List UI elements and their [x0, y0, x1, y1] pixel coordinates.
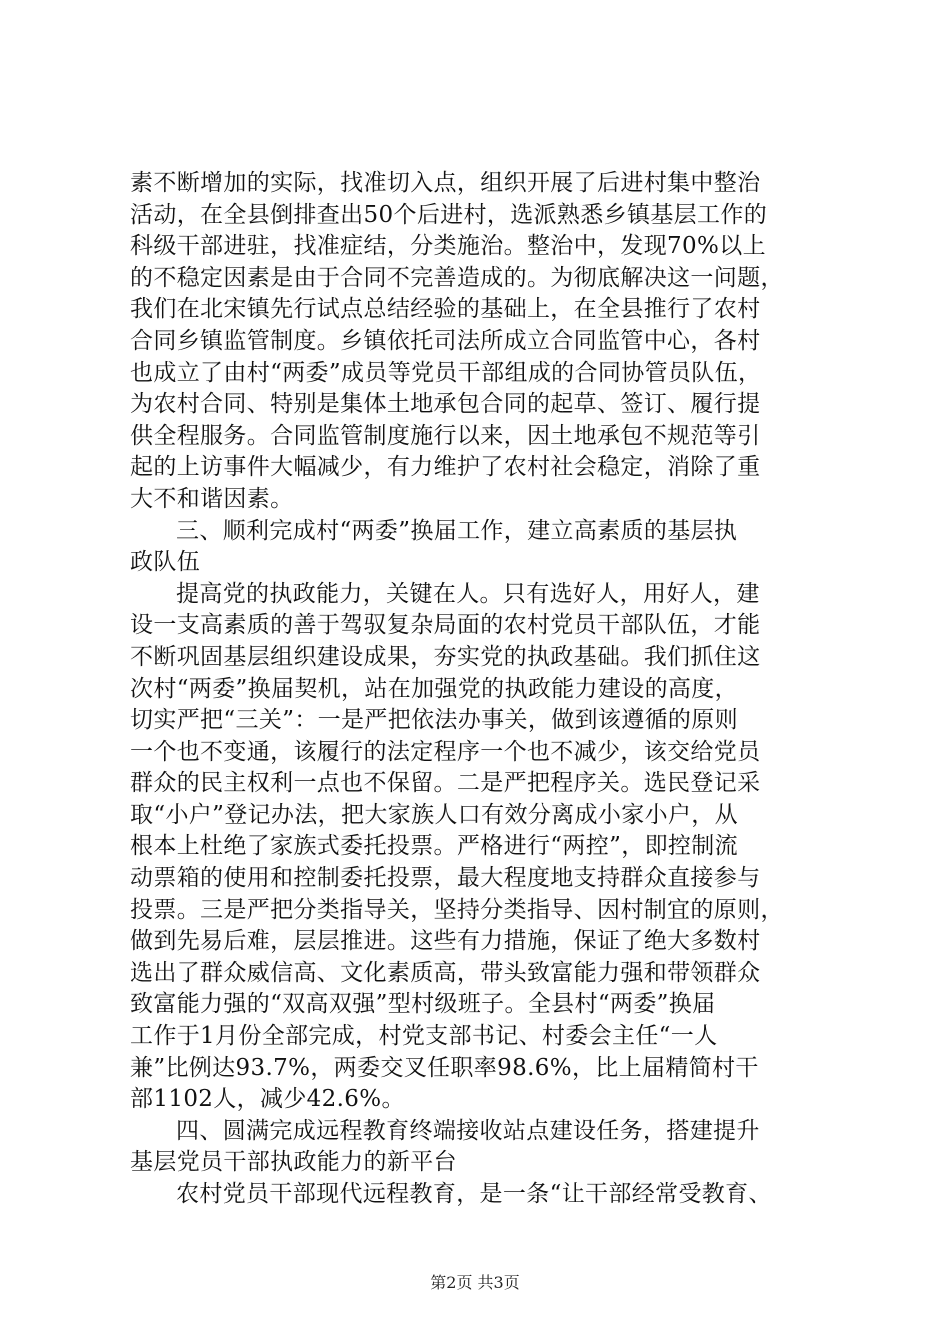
section-heading: 三、顺利完成村“两委”换届工作，建立高素质的基层执: [176, 517, 738, 544]
paragraph-start: 农村党员干部现代远程教育，是一条“让干部经常受教育、: [176, 1181, 772, 1207]
text-line: 投票。三是严把分类指导关，坚持分类指导、因村制宜的原则，: [130, 896, 784, 923]
page-footer: [0, 1273, 950, 1293]
section-heading-continued: 政队伍: [130, 549, 201, 576]
text-line: 素不断增加的实际，找准切入点，组织开展了后进村集中整治: [130, 170, 761, 196]
text-line: 起的上访事件大幅减少，有力维护了农村社会稳定，消除了重: [130, 454, 761, 481]
text-line: 部1102人，减少42.6%。: [130, 1086, 405, 1113]
text-line: 致富能力强的“双高双强”型村级班子。全县村“两委”换届: [130, 991, 716, 1018]
text-line: 设一支高素质的善于驾驭复杂局面的农村党员干部队伍，才能: [130, 612, 761, 639]
section-heading-continued: 基层党员干部执政能力的新平台: [130, 1149, 457, 1176]
section-heading: 四、圆满完成远程教育终端接收站点建设任务，搭建提升: [176, 1117, 760, 1144]
text-line: 的不稳定因素是由于合同不完善造成的。为彻底解决这一问题，: [130, 264, 784, 291]
text-line: 供全程服务。合同监管制度施行以来，因土地承包不规范等引: [130, 422, 761, 449]
text-line: 我们在北宋镇先行试点总结经验的基础上，在全县推行了农村: [130, 296, 761, 323]
text-line: 切实严把“三关”：一是严把依法办事关，做到该遵循的原则: [130, 707, 738, 734]
text-line: 也成立了由村“两委”成员等党员干部组成的合同协管员队伍，: [130, 359, 762, 386]
text-line: 次村“两委”换届契机，站在加强党的执政能力建设的高度，: [130, 675, 738, 702]
text-line: 科级干部进驻，找准症结，分类施治。整治中，发现70%以上: [130, 233, 766, 260]
paragraph-start: 提高党的执政能力，关键在人。只有选好人，用好人，建: [176, 580, 760, 607]
body-text: [130, 168, 830, 1211]
text-line: 活动，在全县倒排查出50个后进村，选派熟悉乡镇基层工作的: [130, 201, 768, 228]
text-line: 大不和谐因素。: [130, 485, 294, 512]
text-line: 工作于1月份全部完成，村党支部书记、村委会主任“一人: [130, 1023, 718, 1050]
text-line: 群众的民主权利一点也不保留。二是严把程序关。选民登记采: [130, 770, 761, 797]
text-line: 选出了群众威信高、文化素质高，带头致富能力强和带领群众: [130, 959, 761, 986]
text-line: 合同乡镇监管制度。乡镇依托司法所成立合同监管中心，各村: [130, 327, 761, 354]
text-line: 取“小户”登记办法，把大家族人口有效分离成小家小户，从: [130, 801, 738, 828]
text-line: 为农村合同、特别是集体土地承包合同的起草、签订、履行提: [130, 391, 761, 418]
text-line: 根本上杜绝了家族式委托投票。严格进行“两控”，即控制流: [130, 833, 738, 860]
text-line: 兼”比例达93.7%，两委交叉任职率98.6%，比上届精简村干: [130, 1054, 759, 1081]
text-line: 做到先易后难，层层推进。这些有力措施，保证了绝大多数村: [130, 928, 761, 955]
text-line: 不断巩固基层组织建设成果，夯实党的执政基础。我们抓住这: [130, 643, 761, 670]
text-line: 动票箱的使用和控制委托投票，最大程度地支持群众直接参与: [130, 865, 761, 892]
text-line: 一个也不变通，该履行的法定程序一个也不减少，该交给党员: [130, 738, 761, 765]
page-number-label: 第2页 共3页: [430, 1273, 520, 1292]
